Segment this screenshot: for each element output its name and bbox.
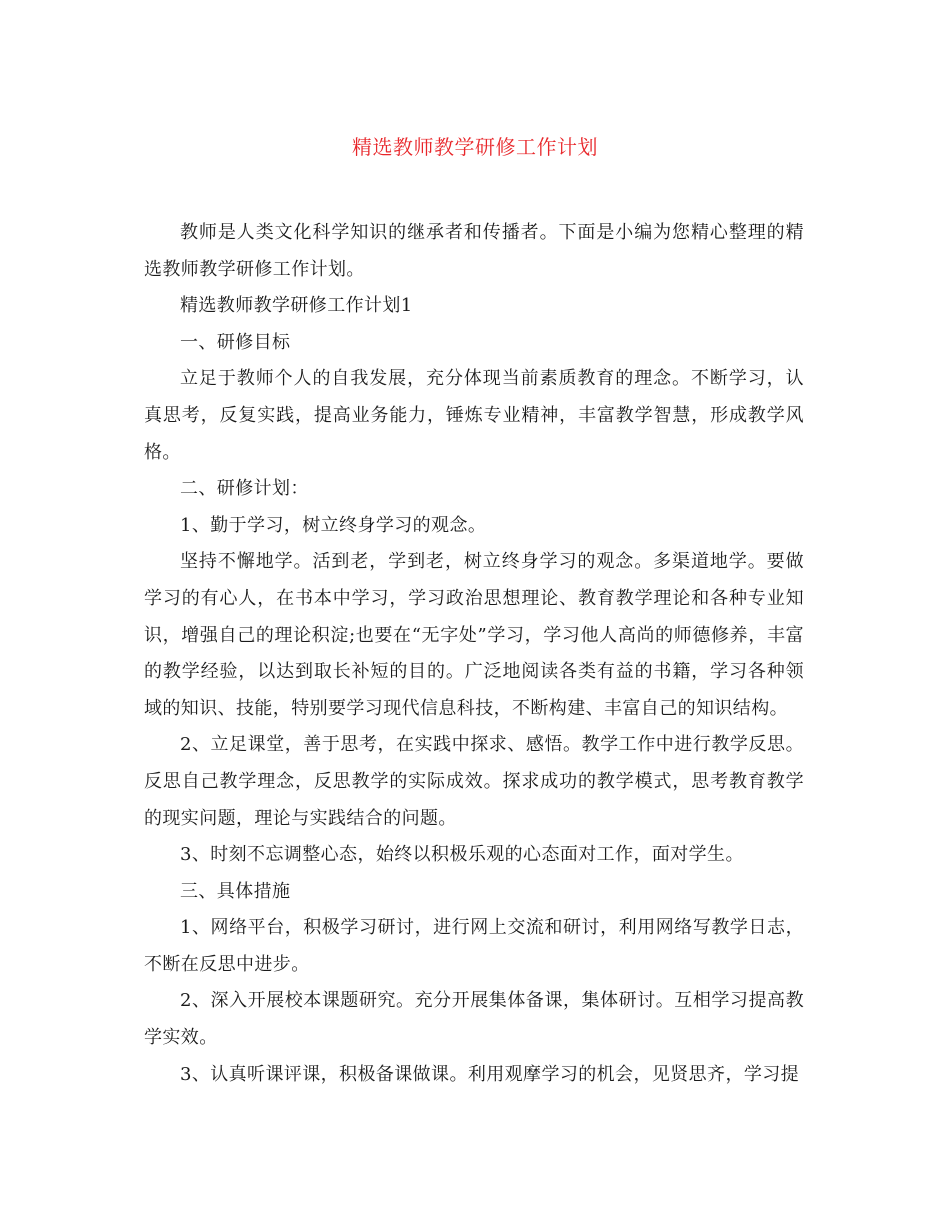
measure-item-3-paragraph: 3、认真听课评课，积极备课做课。利用观摩学习的机会，见贤思齐，学习提 xyxy=(180,1063,800,1085)
intro-paragraph: 教师是人类文化科学知识的继承者和传播者。下面是小编为您精心整理的精选教师教学研修工作计划。 xyxy=(144,222,804,280)
plan-item-1-paragraph: 坚持不懈地学。活到老，学到老，树立终身学习的观念。多渠道地学。要做学习的有心人，在书本中学习，学习政治思想理论、教育教学理论和各种专业知识，增强自己的理论积淀;也要在“无字处”学习，学习他人高尚的师德修养，丰富的教学经验，以达到取长补短的目的。广泛地阅读各类有益的书籍，学习各种领域的知识、技能，特别要学习现代信息科技，不断构建、丰富自己的知识结构。 xyxy=(144,551,804,719)
plan-item-1-heading: 1、勤于学习，树立终身学习的观念。 xyxy=(180,514,487,536)
section-heading-plan: 二、研修计划： xyxy=(180,478,309,500)
goals-paragraph: 立足于教师个人的自我发展，充分体现当前素质教育的理念。不断学习，认真思考，反复实践，提高业务能力，锤炼专业精神，丰富教学智慧，形成教学风格。 xyxy=(144,368,804,463)
measure-item-1-paragraph: 1、网络平台，积极学习研讨，进行网上交流和研讨，利用网络写教学日志，不断在反思中进步。 xyxy=(144,917,804,975)
plan-heading: 精选教师教学研修工作计划1 xyxy=(180,295,413,317)
plan-item-3-paragraph: 3、时刻不忘调整心态，始终以积极乐观的心态面对工作，面对学生。 xyxy=(180,844,744,866)
plan-item-2-paragraph: 2、立足课堂，善于思考，在实践中探求、感悟。教学工作中进行教学反思。反思自己教学理念，反思教学的实际成效。探求成功的教学模式，思考教育教学的现实问题，理论与实践结合的问题。 xyxy=(144,734,804,829)
document-title: 精选教师教学研修工作计划 xyxy=(352,135,598,159)
section-heading-measures: 三、具体措施 xyxy=(180,880,291,902)
document-body xyxy=(144,215,804,1093)
measure-item-2-paragraph: 2、深入开展校本课题研究。充分开展集体备课，集体研讨。互相学习提高教学实效。 xyxy=(144,990,804,1049)
section-heading-goals: 一、研修目标 xyxy=(180,331,291,353)
